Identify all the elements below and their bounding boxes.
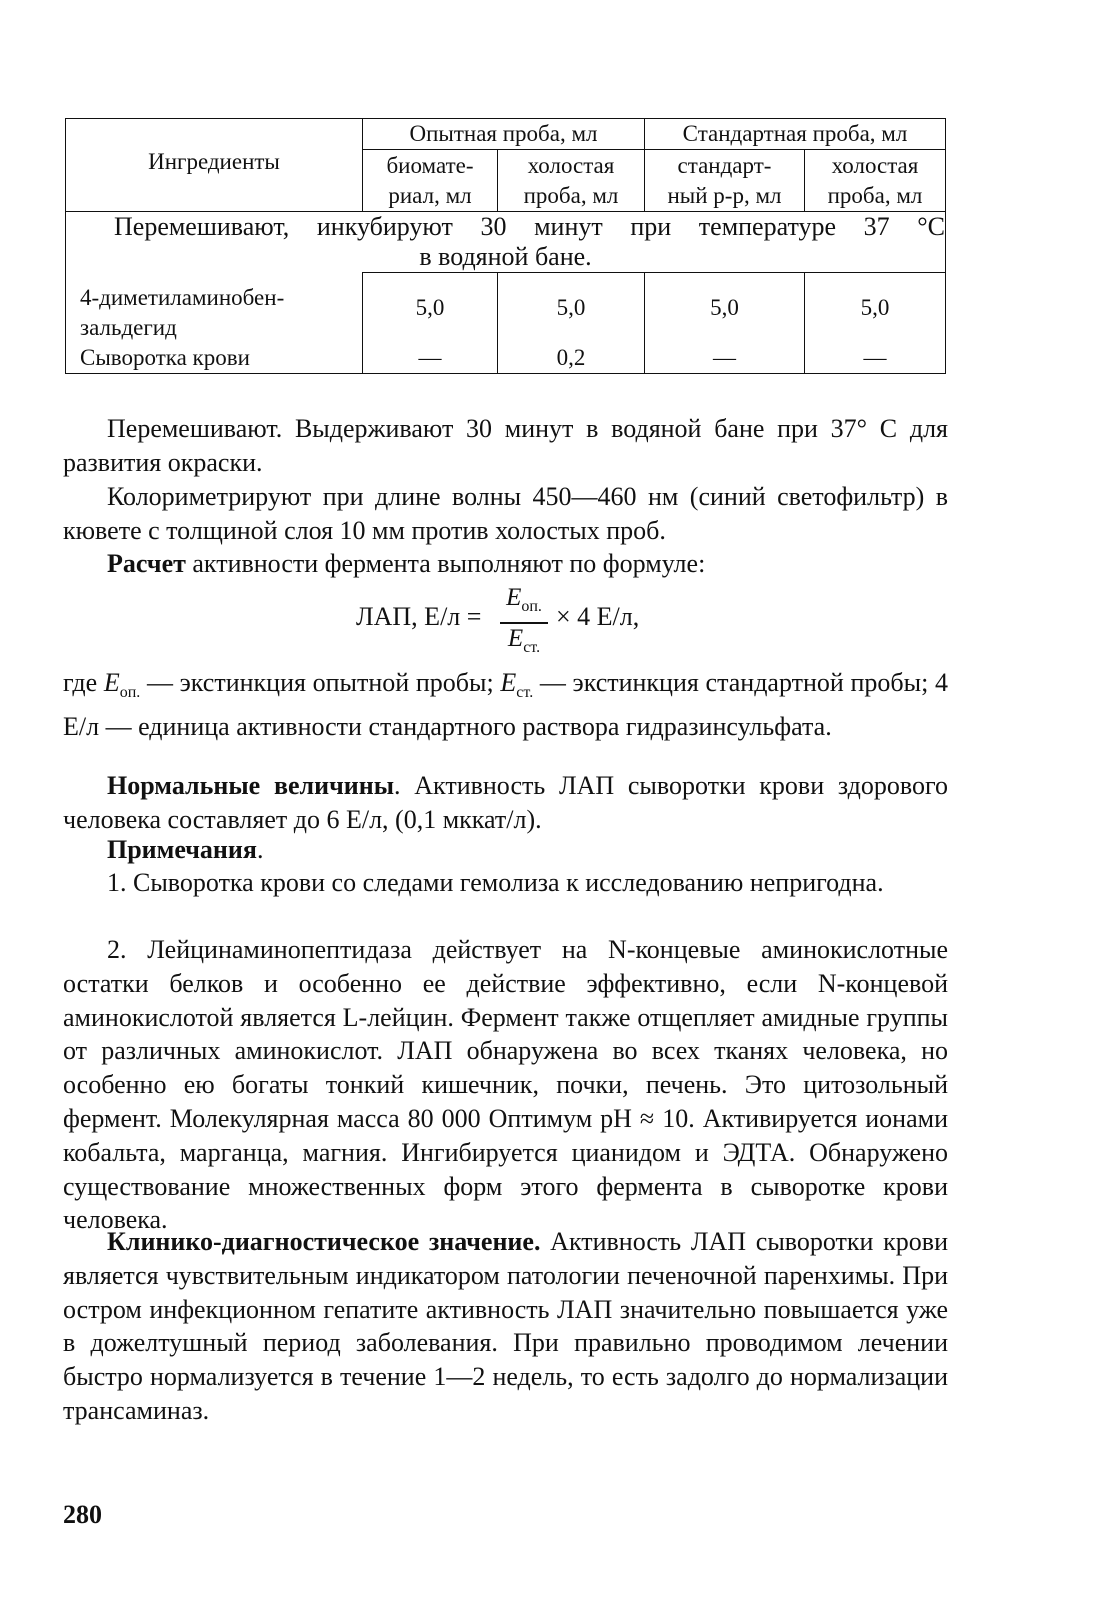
formula-num-letter: E — [506, 584, 522, 611]
formula-lhs: ЛАП, Е/л = — [356, 602, 482, 631]
table-row — [66, 343, 946, 374]
note-2: 2. Лейцинаминопептидаза действует на N-концевые аминокислотные остатки белков и особенно ее действие эффективно, если N-концевой аминокислотой является L-лейцин. Фермент также отщепляет амидные группы от различных аминокислот. ЛАП обнаружена во всех тканях человека, но особенно ею богаты тонкий кишечник, почки, печень. Это цитозольный фермент. Молекулярная масса 80 000 Оптимум pH ≈ 10. Активируется ионами кобальта, марганца, магния. Ингибируется цианидом и ЭДТА. Обнаружено существование множественных форм этого фермента в сыворотке крови человека. — [63, 935, 948, 1235]
header-ingredients-text: Ингредиенты — [148, 149, 280, 174]
formula — [356, 584, 676, 654]
subheader-blank-standard-line1: холостая — [831, 152, 919, 178]
row-name — [66, 273, 363, 343]
notes-heading — [63, 833, 948, 867]
formula-num-sub: оп. — [521, 598, 542, 615]
paragraph-clinical — [63, 1225, 948, 1428]
notes-heading-dot: . — [256, 835, 264, 864]
where-e2: E — [500, 668, 517, 697]
page-number: 280 — [63, 1500, 102, 1529]
paragraph-where — [63, 666, 948, 744]
subheader-blank-standard-line2: проба, мл — [827, 182, 923, 208]
header-group-test: Опытная проба, мл — [363, 119, 645, 150]
row-value: 5,0 — [805, 273, 946, 343]
paragraph-calculation — [63, 547, 948, 581]
subheader-biomaterial-line2: риал, мл — [388, 182, 472, 208]
formula-den-letter: E — [507, 624, 524, 652]
where-2: — экстинкция опытной пробы; — [140, 668, 501, 697]
normal-rest: . Активность ЛАП сыворотки крови здорового человека составляет до 6 Е/л, (0,1 мккат/л). — [63, 771, 949, 834]
subheader-blank-standard — [805, 150, 946, 212]
clinical-rest: Активность ЛАП сыворотки крови является чувствительным индикатором патологии печеночной паренхимы. При остром инфекционном гепатите активность ЛАП значительно повышается уже в дожелтушный период заболевания. При правильно проводимом лечении быстро нормализуется в течение 1—2 недель, то есть задолго до нормализации трансаминаз. — [63, 1227, 948, 1425]
row-name-line1: 4-диметиламинобен- — [80, 284, 285, 310]
notes-heading-text: Примечания — [107, 835, 257, 864]
mix-note-line2: в водяной бане. — [419, 242, 592, 271]
normal-bold: Нормальные величины — [107, 771, 395, 800]
subheader-blank-test-line2: проба, мл — [523, 182, 619, 208]
reagent-table — [65, 118, 946, 374]
subheader-blank-test — [498, 150, 645, 212]
where-1: где — [63, 668, 104, 697]
subheader-standard-solution-line1: стандарт- — [677, 152, 772, 178]
formula-numerator — [500, 584, 548, 621]
subheader-biomaterial-line1: биомате- — [386, 152, 474, 178]
note-1: 1. Сыворотка крови со следами гемолиза к исследованию непригодна. — [107, 868, 884, 897]
formula-den-sub: ст. — [523, 638, 541, 656]
subheader-biomaterial — [363, 150, 498, 212]
row-value: 0,2 — [498, 343, 645, 374]
where-s1: оп. — [119, 684, 141, 702]
subheader-standard-solution — [645, 150, 805, 212]
row-value: — — [645, 343, 805, 374]
subheader-blank-test-line1: холостая — [527, 152, 615, 178]
formula-denominator — [500, 625, 548, 662]
mix-note-cell — [66, 212, 946, 273]
table-row — [66, 273, 946, 343]
row-name-text: Сыворотка крови — [80, 344, 250, 370]
clinical-bold: Клинико-диагностическое значение. — [107, 1227, 541, 1256]
row-value: 5,0 — [363, 273, 498, 343]
row-value: — — [805, 343, 946, 374]
row-name — [66, 343, 363, 374]
where-s2: ст. — [516, 684, 534, 702]
row-name-line2: зальдегид — [80, 314, 177, 340]
calculation-rest: активности фермента выполняют по формуле: — [185, 549, 706, 578]
row-value: 5,0 — [645, 273, 805, 343]
paragraph-mixing: Перемешивают. Выдерживают 30 минут в водяной бане при 37° С для развития окраски. — [63, 414, 948, 477]
header-ingredients — [66, 119, 363, 212]
subheader-standard-solution-line2: ный р-р, мл — [667, 182, 782, 208]
mix-note-line1: Перемешивают, инкубируют 30 минут при температуре 37 °С — [114, 212, 945, 241]
paragraph-normal-values — [63, 769, 948, 837]
paragraph-colorimetry: Колориметрируют при длине волны 450—460 нм (синий светофильтр) в кювете с толщиной слоя 10 мм против холостых проб. — [63, 482, 948, 545]
formula-fraction — [500, 584, 548, 662]
where-3: — экстинкция стандартной пробы; 4 Е/л — единица активности стандартного раствора гидразинсульфата. — [63, 668, 949, 741]
row-value: 5,0 — [498, 273, 645, 343]
fraction-bar — [500, 622, 548, 624]
calculation-bold: Расчет — [107, 549, 186, 578]
reagent-table-container — [65, 118, 945, 374]
row-value: — — [363, 343, 498, 374]
formula-rhs: × 4 Е/л, — [556, 602, 640, 631]
header-group-standard: Стандартная проба, мл — [645, 119, 946, 150]
where-e1: E — [103, 668, 120, 697]
